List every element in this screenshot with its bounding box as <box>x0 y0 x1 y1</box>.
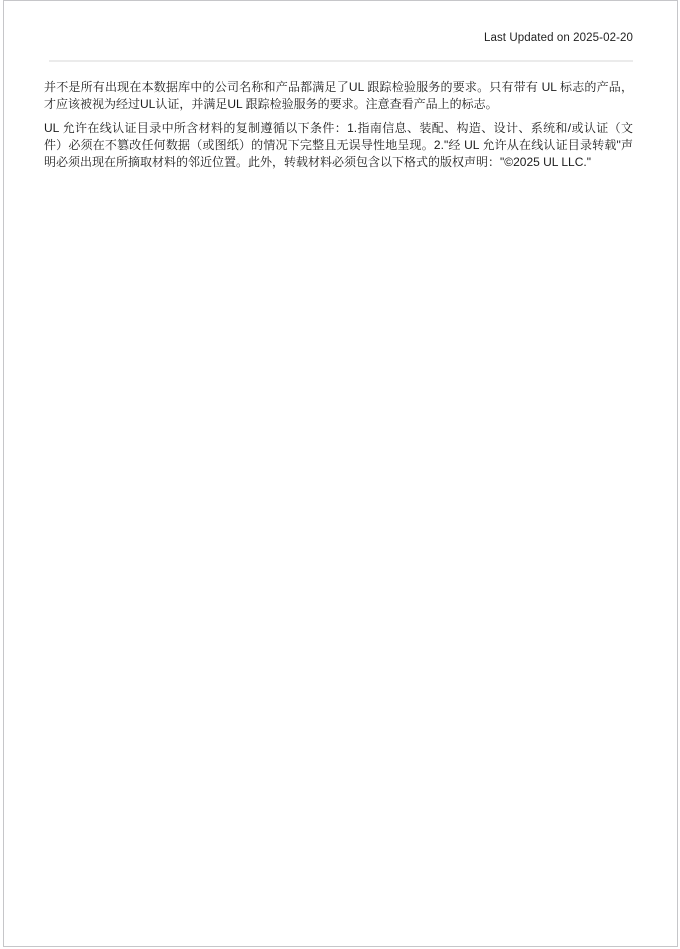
copyright-terms-paragraph: UL 允许在线认证目录中所含材料的复制遵循以下条件：1.指南信息、装配、构造、设计、系统和/或认证（文件）必须在不篡改任何数据（或图纸）的情况下完整且无误导性地呈现。2."经 UL 允许从在线认证目录转载"声明必须出现在所摘取材料的邻近位置。此外，转载材料必须包含以下格式的版权声明："©2025 UL LLC." <box>44 121 633 169</box>
last-updated-label: Last Updated on 2025-02-20 <box>483 32 633 44</box>
disclaimer-paragraph: 并不是所有出现在本数据库中的公司名称和产品都满足了UL 跟踪检验服务的要求。只有带有 UL 标志的产品，才应该被视为经过UL认证，并满足UL 跟踪检验服务的要求。注意查看产品上的标志。 <box>44 80 633 111</box>
document-page <box>3 0 678 947</box>
document-body <box>44 79 633 171</box>
divider <box>49 60 633 62</box>
